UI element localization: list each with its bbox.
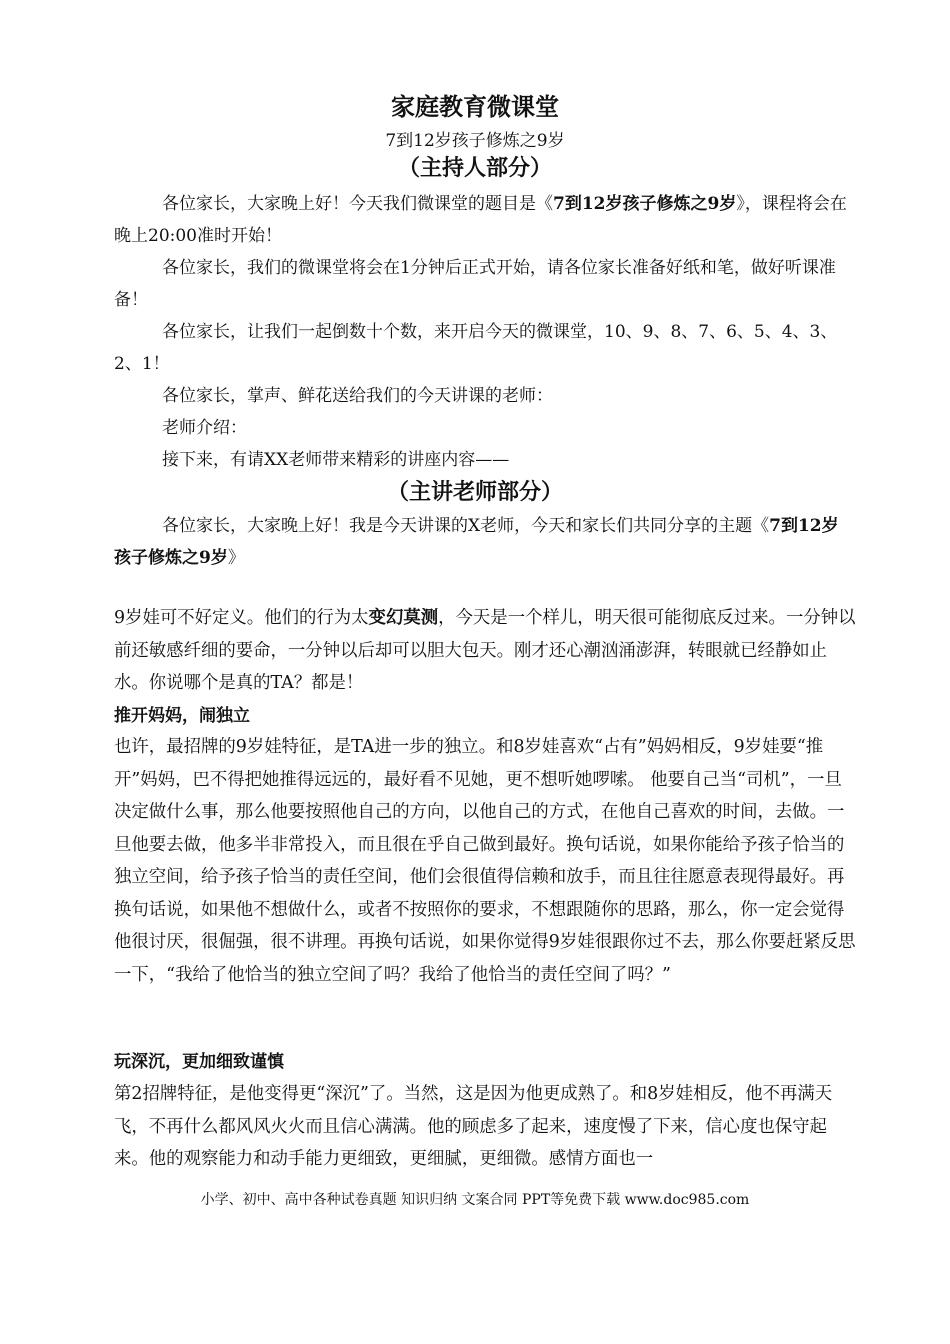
host-paragraph-2: 各位家长，我们的微课堂将会在1分钟后正式开始，请各位家长准备好纸和笔，做好听课准备！ xyxy=(114,258,836,310)
heading-independence: 推开妈妈，闹独立 xyxy=(114,706,250,726)
para1-bold-phrase: 变幻莫测 xyxy=(368,608,439,628)
host-paragraph-6: 接下来，有请XX老师带来精彩的讲座内容—— xyxy=(162,450,510,470)
document-title: 家庭教育微课堂 xyxy=(391,92,559,121)
document-subtitle: 7到12岁孩子修炼之9岁 xyxy=(385,131,565,151)
host-paragraph-5: 老师介绍： xyxy=(162,418,247,438)
teacher-section-heading: （主讲老师部分） xyxy=(386,479,563,505)
para1-text-end: ，今天是一个样儿，明天很可能彻底反过来。一分钟以前还敏感纤细的要命，一分钟以后却可以胆大包天。刚才还心潮汹涌澎湃，转眼就已经静如止水。你说哪个是真的TA？都是！ xyxy=(114,608,856,693)
para1-text: 9岁娃可不好定义。他们的行为太 xyxy=(114,608,369,628)
host-p1-text: 各位家长，大家晚上好！今天我们微课堂的题目是《 xyxy=(162,194,553,214)
host-p1-text-end: 》，课程将会在晚上20:00准时开始！ xyxy=(114,194,847,246)
page-footer: 小学、初中、高中各种试卷真题 知识归纳 文案合同 PPT等免费下载 www.doc985.com xyxy=(200,1192,750,1208)
host-paragraph-4: 各位家长，掌声、鲜花送给我们的今天讲课的老师： xyxy=(162,386,553,406)
teacher-intro xyxy=(114,510,854,574)
heading-deeper: 玩深沉，更加细致谨慎 xyxy=(114,1052,284,1072)
teacher-paragraph-2: 也许，最招牌的9岁娃特征，是TA进一步的独立。和8岁娃喜欢“占有”妈妈相反，9岁娃要“推开”妈妈，巴不得把她推得远远的，最好看不见她，更不想听她啰嗦。 他要自己当“司机”，一旦决定做什么事，那么他要按照他自己的方向，以他自己的方式，在他自己喜欢的时间，去做。一旦他要去做，他多半非常投入，而且很在乎自己做到最好。换句话说，如果你能给予孩子恰当的独立空间，给予孩子恰当的责任空间，他们会很值得信赖和放手，而且往往愿意表现得最好。再换句话说，如果他不想做什么，或者不按照你的要求，不想跟随你的思路，那么，你一定会觉得他很讨厌，很倔强，很不讲理。再换句话说，如果你觉得9岁娃很跟你过不去，那么你要赶紧反思一下，“我给了他恰当的独立空间了吗？我给了他恰当的责任空间了吗？” xyxy=(114,737,856,985)
teacher-topic-bold: 7到12岁孩子修炼之9岁 xyxy=(114,516,839,568)
teacher-intro-text: 各位家长，大家晚上好！我是今天讲课的X老师，今天和家长们共同分享的主题《 xyxy=(162,516,770,536)
host-paragraph-1 xyxy=(114,188,854,252)
host-paragraph-3: 各位家长，让我们一起倒数十个数，来开启今天的微课堂，10、9、8、7、6、5、4、3、2、1！ xyxy=(114,322,838,374)
host-section-heading: （主持人部分） xyxy=(397,155,552,181)
teacher-paragraph-1 xyxy=(114,602,859,700)
teacher-intro-end: 》 xyxy=(227,548,245,568)
teacher-paragraph-3: 第2招牌特征，是他变得更“深沉”了。当然，这是因为他更成熟了。和8岁娃相反，他不再满天飞，不再什么都风风火火而且信心满满。他的顾虑多了起来，速度慢了下来，信心度也保守起来。他的观察能力和动手能力更细致，更细腻，更细微。感情方面也一 xyxy=(114,1084,833,1169)
topic-title-bold: 7到12岁孩子修炼之9岁 xyxy=(553,194,737,214)
